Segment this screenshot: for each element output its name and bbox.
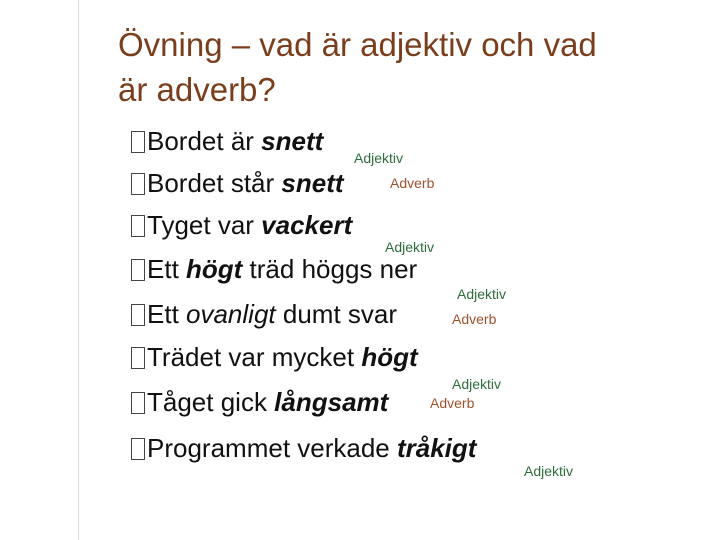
sentence-5 bbox=[131, 299, 397, 329]
highlight-word: ovanligt bbox=[186, 299, 276, 329]
sentence-4 bbox=[131, 254, 417, 284]
sentence-text: Programmet verkade bbox=[147, 433, 397, 463]
bullet-icon bbox=[131, 131, 145, 153]
bullet-icon bbox=[131, 347, 145, 369]
highlight-word: snett bbox=[281, 168, 344, 198]
highlight-word: tråkigt bbox=[396, 433, 477, 463]
decorative-divider bbox=[78, 0, 79, 540]
word-class-label: Adverb bbox=[430, 395, 475, 411]
highlight-word: högt bbox=[361, 342, 418, 372]
bullet-icon bbox=[131, 173, 145, 195]
title-line-1: Övning – vad är adjektiv och vad bbox=[118, 26, 597, 63]
bullet-icon bbox=[131, 304, 145, 326]
sentence-1 bbox=[131, 126, 323, 156]
word-class-label: Adjektiv bbox=[385, 239, 435, 255]
sentence-2 bbox=[131, 168, 344, 198]
slide-title bbox=[118, 22, 708, 112]
sentence-8 bbox=[131, 433, 476, 463]
word-class-label: Adjektiv bbox=[452, 376, 502, 392]
bullet-icon bbox=[131, 438, 145, 460]
bullet-icon bbox=[131, 259, 145, 281]
word-class-label: Adverb bbox=[390, 175, 435, 191]
highlight-word: långsamt bbox=[274, 387, 389, 417]
sentence-text: Ett bbox=[147, 299, 187, 329]
word-class-label: Adverb bbox=[452, 311, 497, 327]
bullet-icon bbox=[131, 392, 145, 414]
sentence-6 bbox=[131, 342, 418, 372]
sentence-text: träd höggs ner bbox=[242, 254, 418, 284]
sentence-3 bbox=[131, 210, 352, 240]
sentence-text: Tyget var bbox=[147, 210, 262, 240]
title-line-2: är adverb? bbox=[118, 71, 276, 108]
sentence-text: Bordet är bbox=[147, 126, 262, 156]
sentence-text: Ett bbox=[147, 254, 187, 284]
sentence-text: Tåget gick bbox=[147, 387, 275, 417]
highlight-word: högt bbox=[186, 254, 243, 284]
sentence-7 bbox=[131, 387, 388, 417]
sentence-text: dumt svar bbox=[275, 299, 398, 329]
word-class-label: Adjektiv bbox=[354, 150, 404, 166]
sentence-text: Bordet står bbox=[147, 168, 282, 198]
bullet-icon bbox=[131, 215, 145, 237]
word-class-label: Adjektiv bbox=[524, 463, 574, 479]
sentence-text: Trädet var mycket bbox=[147, 342, 362, 372]
highlight-word: vackert bbox=[261, 210, 353, 240]
highlight-word: snett bbox=[261, 126, 324, 156]
word-class-label: Adjektiv bbox=[457, 286, 507, 302]
